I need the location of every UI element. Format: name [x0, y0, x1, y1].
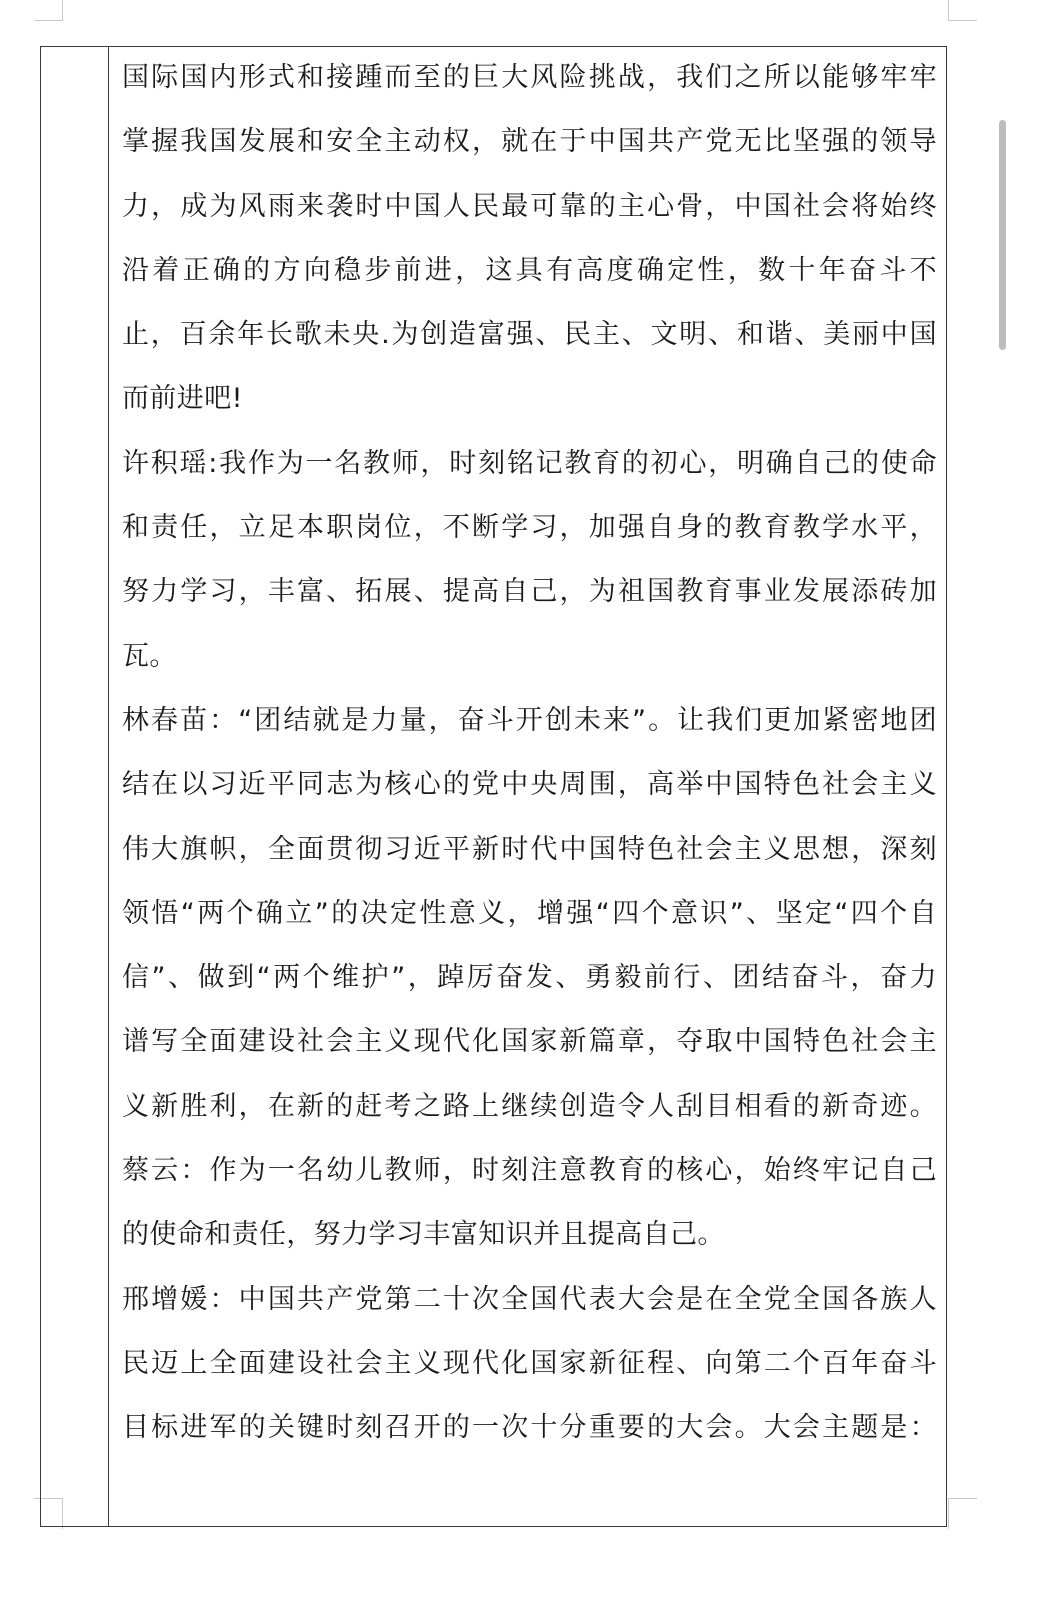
vertical-scrollbar[interactable] — [999, 120, 1006, 350]
text-line: 许积瑶:我作为一名教师，时刻铭记教育的初心，明确自己的使命 — [122, 447, 937, 479]
text-line: 止，百余年长歌未央.为创造富强、民主、文明、和谐、美丽中国 — [122, 319, 937, 351]
table-column-divider — [108, 46, 109, 1527]
text-line: 伟大旗帜，全面贯彻习近平新时代中国特色社会主义思想，深刻 — [122, 833, 937, 865]
text-line: 而前进吧! — [122, 383, 243, 415]
text-line: 林春苗：“团结就是力量，奋斗开创未来”。让我们更加紧密地团 — [122, 704, 937, 736]
text-line: 沿着正确的方向稳步前进，这具有高度确定性，数十年奋斗不 — [122, 254, 937, 286]
crop-mark-bottom-right — [948, 1498, 977, 1529]
text-line: 力，成为风雨来袭时中国人民最可靠的主心骨，中国社会将始终 — [122, 190, 937, 222]
text-line: 国际国内形式和接踵而至的巨大风险挑战，我们之所以能够牢牢 — [122, 62, 937, 93]
text-line: 义新胜利，在新的赶考之路上继续创造令人刮目相看的新奇迹。 — [122, 1090, 937, 1122]
text-line: 蔡云：作为一名幼儿教师，时刻注意教育的核心，始终牢记自己 — [122, 1155, 937, 1187]
text-line: 信”、做到“两个维护”，踔厉奋发、勇毅前行、团结奋斗，奋力 — [122, 962, 937, 994]
text-line: 和责任，立足本职岗位，不断学习，加强自身的教育教学水平， — [122, 512, 937, 544]
text-line: 目标进军的关键时刻召开的一次十分重要的大会。大会主题是： — [122, 1412, 937, 1444]
crop-mark-top-right — [948, 0, 977, 21]
text-line: 瓦。 — [122, 640, 177, 672]
text-line: 的使命和责任，努力学习丰富知识并且提高自己。 — [122, 1219, 725, 1251]
text-line: 结在以习近平同志为核心的党中央周围，高举中国特色社会主义 — [122, 769, 937, 801]
text-line: 领悟“两个确立”的决定性意义，增强“四个意识”、坚定“四个自 — [122, 897, 937, 929]
document-body — [122, 46, 937, 1461]
text-line: 努力学习，丰富、拓展、提高自己，为祖国教育事业发展添砖加 — [122, 576, 937, 608]
text-line: 邢增媛：中国共产党第二十次全国代表大会是在全党全国各族人 — [122, 1283, 937, 1315]
text-line: 掌握我国发展和安全主动权，就在于中国共产党无比坚强的领导 — [122, 126, 937, 158]
text-line: 谱写全面建设社会主义现代化国家新篇章，夺取中国特色社会主 — [122, 1026, 937, 1058]
crop-mark-top-left — [34, 0, 63, 21]
text-line: 民迈上全面建设社会主义现代化国家新征程、向第二个百年奋斗 — [122, 1347, 937, 1379]
